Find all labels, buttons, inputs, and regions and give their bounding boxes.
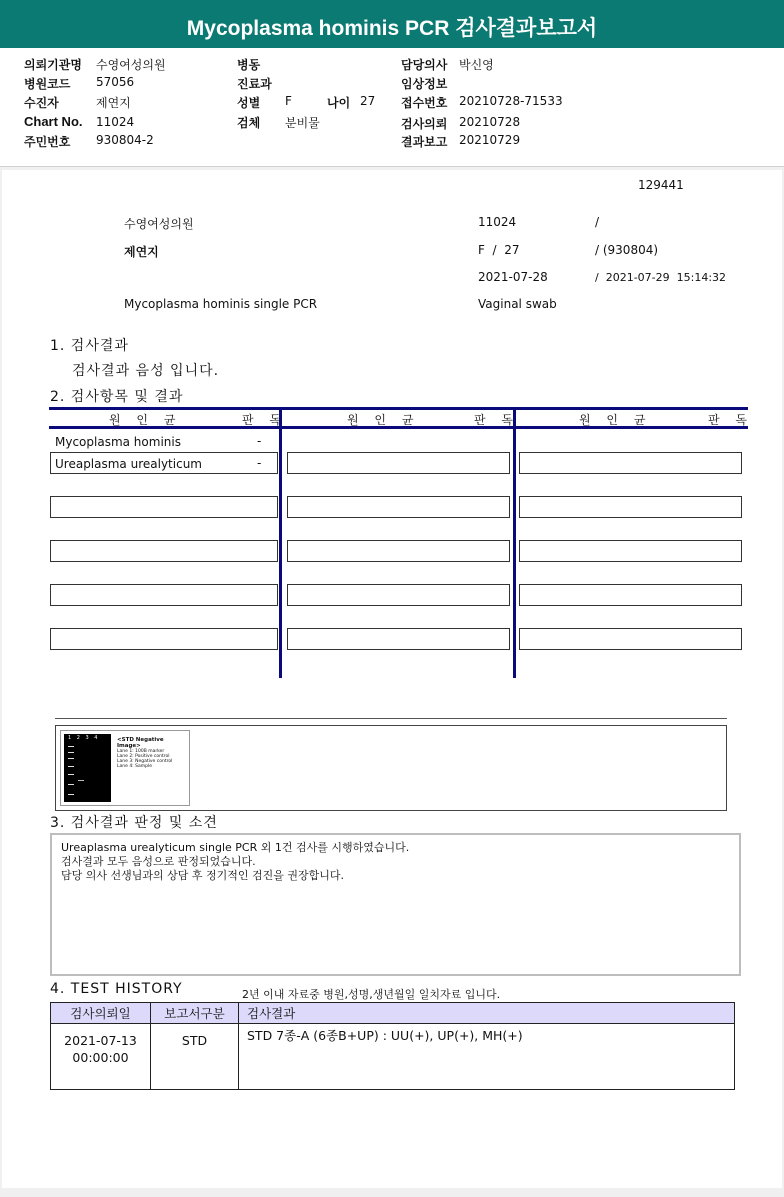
- history-col-type: 보고서구분: [151, 1003, 239, 1024]
- gel-legend-3: Lane 3: Negative control: [117, 759, 173, 764]
- col-organism-1: 원 인 균: [109, 413, 182, 427]
- result-cell: [287, 496, 510, 518]
- opinion-line-2: 검사결과 모두 음성으로 판정되었습니다.: [61, 855, 256, 868]
- result-cell: [287, 584, 510, 606]
- history-header-row: [51, 1003, 735, 1024]
- result-cell: [519, 496, 742, 518]
- result-cell: [287, 540, 510, 562]
- section4-heading: 4. TEST HISTORY: [50, 981, 183, 997]
- result-cell: [50, 496, 278, 518]
- hospital-code-value: 57056: [96, 75, 135, 89]
- opinion-text: [61, 841, 409, 883]
- report-patient: 제연지: [124, 245, 159, 259]
- gel-legend-2: Lane 2: Positive control: [117, 754, 170, 759]
- gel-band: [78, 780, 84, 781]
- serial-number: 129441: [638, 178, 684, 192]
- history-date-cell: [51, 1024, 151, 1090]
- result-cell: [50, 540, 278, 562]
- gel-band: [68, 784, 74, 785]
- chart-no-label: Chart No.: [24, 114, 83, 129]
- report-reported: / 2021-07-29 15:14:32: [595, 271, 727, 284]
- sex-label: 성별: [237, 96, 261, 110]
- opinion-box: [50, 833, 741, 976]
- history-table: [50, 1002, 735, 1090]
- report-date-label: 결과보고: [401, 135, 448, 149]
- report-title-bar: [0, 0, 784, 48]
- result-row-1-result: -: [257, 434, 262, 448]
- history-result: STD 7종-A (6종B+UP) : UU(+), UP(+), MH(+): [239, 1024, 735, 1090]
- report-sex-age: F / 27: [478, 243, 520, 257]
- gel-band: [68, 766, 74, 767]
- grid-divider-2: [513, 407, 516, 678]
- col-result-3: 판 독: [708, 413, 753, 427]
- result-row-2-organism: Ureaplasma urealyticum: [55, 457, 202, 471]
- report-clinic: 수영여성의원: [124, 217, 194, 231]
- history-time: 00:00:00: [72, 1050, 129, 1065]
- divider-line: [55, 718, 727, 719]
- ward-label: 병동: [237, 58, 261, 72]
- history-date: 2021-07-13: [64, 1033, 137, 1048]
- result-cell: [519, 584, 742, 606]
- report-slash: /: [595, 215, 600, 229]
- clinical-info-label: 임상정보: [401, 77, 448, 91]
- chart-no-value: 11024: [96, 115, 135, 129]
- gel-legend-4: Lane 4: Sample: [117, 764, 152, 769]
- history-note: 2년 이내 자료중 병원,성명,생년월일 일치자료 입니다.: [242, 988, 501, 1001]
- report-birth: / (930804): [595, 243, 659, 257]
- section2-heading: 2. 검사항목 및 결과: [50, 389, 184, 405]
- result-cell: [519, 628, 742, 650]
- gel-band: [68, 758, 74, 759]
- opinion-line-3: 담당 의사 선생님과의 상담 후 정기적인 검진을 권장합니다.: [61, 869, 344, 882]
- report-collected: 2021-07-28: [478, 270, 548, 284]
- gel-image: [60, 730, 190, 806]
- reception-no-value: 20210728-71533: [459, 94, 563, 108]
- gel-band: [68, 746, 74, 747]
- resident-no-label: 주민번호: [24, 135, 71, 149]
- grid-top-rule: [49, 407, 748, 410]
- opinion-line-1: Ureaplasma urealyticum single PCR 외 1건 검사를 시행하였습니다.: [61, 841, 410, 854]
- result-cell: [519, 452, 742, 474]
- sex-value: F: [285, 94, 292, 108]
- resident-no-value: 930804-2: [96, 133, 154, 147]
- col-result-2: 판 독: [474, 413, 519, 427]
- report-test-name: Mycoplasma hominis single PCR: [124, 297, 318, 311]
- report-date-value: 20210729: [459, 133, 521, 147]
- result-cell: [287, 628, 510, 650]
- history-type: STD: [151, 1024, 239, 1090]
- specimen-label: 검체: [237, 116, 261, 130]
- gel-title: <STD Negative Image>: [117, 737, 164, 749]
- gel-lane-numbers: 1 2 3 4: [68, 735, 100, 741]
- result-row-2-result: -: [257, 456, 262, 470]
- report-paper: [2, 170, 782, 1188]
- dept-label: 진료과: [237, 77, 272, 91]
- history-col-result: 검사결과: [239, 1003, 735, 1024]
- gel-photo: [64, 734, 111, 802]
- patient-label: 수진자: [24, 96, 59, 110]
- result-cell: [519, 540, 742, 562]
- age-value: 27: [360, 94, 376, 108]
- institution-value: 수영여성의원: [96, 58, 166, 72]
- institution-label: 의뢰기관명: [24, 58, 82, 72]
- request-date-label: 검사의뢰: [401, 117, 448, 131]
- gel-band: [68, 774, 74, 775]
- section3-heading: 3. 검사결과 판정 및 소견: [50, 815, 218, 831]
- table-row: [51, 1024, 735, 1090]
- gel-band: [68, 794, 74, 795]
- result-cell: [50, 628, 278, 650]
- section1-heading: 1. 검사결과: [50, 338, 129, 354]
- request-date-value: 20210728: [459, 115, 521, 129]
- doctor-label: 담당의사: [401, 58, 448, 72]
- reception-no-label: 접수번호: [401, 96, 448, 110]
- patient-header: [0, 48, 784, 167]
- gel-band: [68, 752, 74, 753]
- col-result-1: 판 독: [242, 413, 287, 427]
- section1-text: 검사결과 음성 입니다.: [72, 363, 220, 379]
- grid-divider-1: [279, 407, 282, 678]
- patient-value: 제연지: [96, 96, 131, 110]
- result-cell: [287, 452, 510, 474]
- report-title: Mycoplasma hominis PCR 검사결과보고서: [186, 17, 598, 40]
- gel-legend-1: Lane 1: 100B marker: [117, 749, 165, 754]
- col-organism-2: 원 인 균: [347, 413, 420, 427]
- result-row-1-organism: Mycoplasma hominis: [55, 435, 181, 449]
- hospital-code-label: 병원코드: [24, 77, 71, 91]
- result-cell: [50, 584, 278, 606]
- history-col-date: 검사의뢰일: [51, 1003, 151, 1024]
- age-label: 나이: [327, 96, 351, 110]
- report-chart-no: 11024: [478, 215, 517, 229]
- col-organism-3: 원 인 균: [579, 413, 652, 427]
- doctor-value: 박신영: [459, 58, 494, 72]
- specimen-value: 분비물: [285, 116, 320, 130]
- report-specimen: Vaginal swab: [478, 297, 557, 311]
